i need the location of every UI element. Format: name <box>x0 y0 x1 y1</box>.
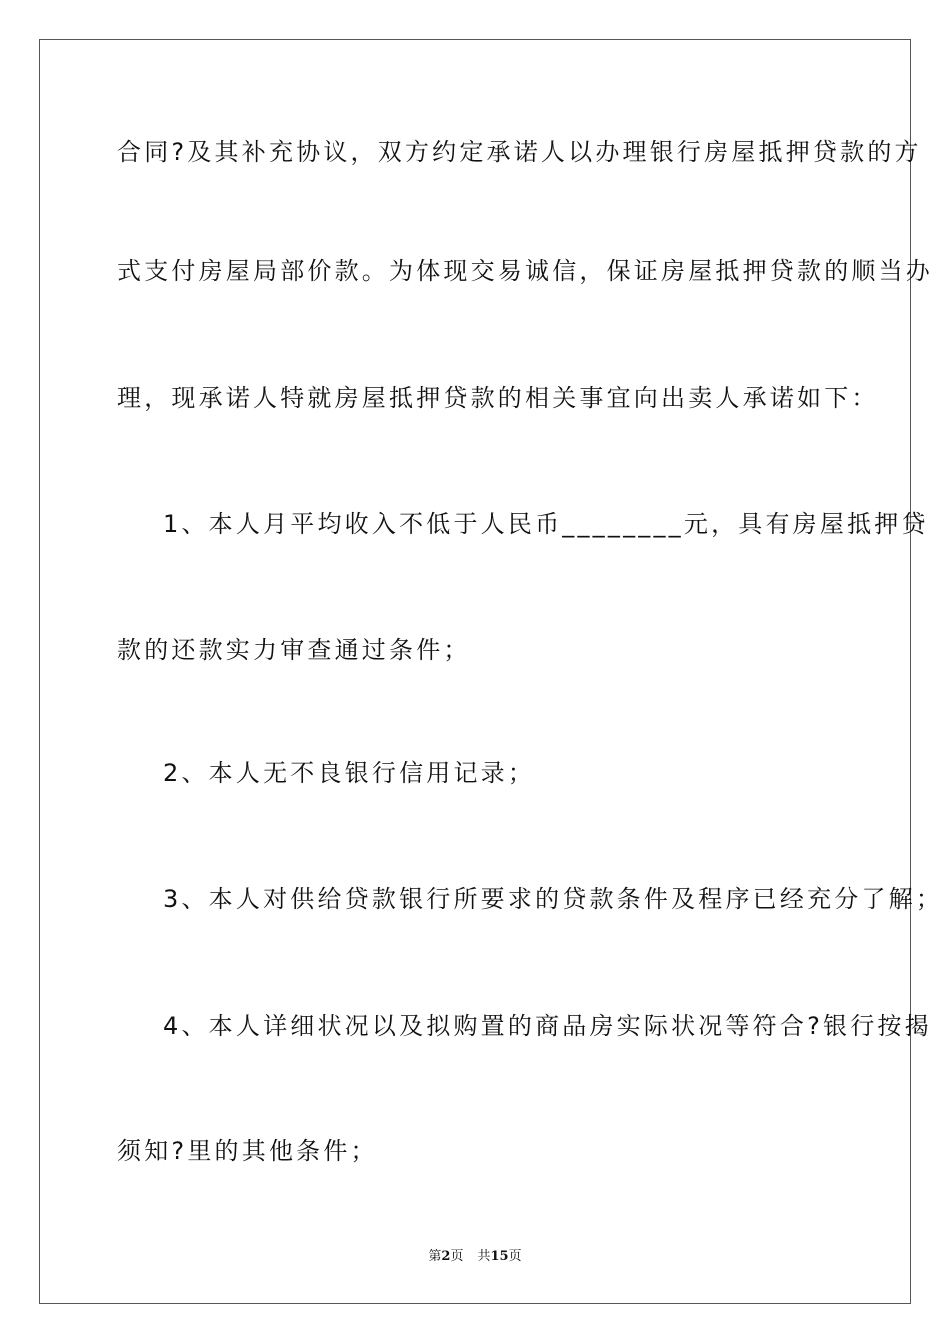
total-pages: 15 <box>490 1249 509 1264</box>
text-line-1: 合同?及其补充协议，双方约定承诺人以办理银行房屋抵押贷款的方 <box>117 138 922 166</box>
total-prefix: 共 <box>477 1249 491 1264</box>
text-line-5: 款的还款实力审查通过条件； <box>117 636 471 664</box>
text-line-6: 2、本人无不良银行信用记录； <box>163 759 536 787</box>
total-suffix: 页 <box>508 1249 522 1264</box>
text-line-3: 理，现承诺人特就房屋抵押贷款的相关事宜向出卖人承诺如下： <box>117 384 879 412</box>
text-line-8: 4、本人详细状况以及拟购置的商品房实际状况等符合?银行按揭 <box>163 1012 932 1040</box>
page-prefix: 第 <box>428 1249 442 1264</box>
text-line-9: 须知?里的其他条件； <box>117 1137 378 1165</box>
page-number: 2 <box>441 1249 451 1264</box>
text-line-4: 1、本人月平均收入不低于人民币________元，具有房屋抵押贷 <box>163 510 929 538</box>
text-line-7: 3、本人对供给贷款银行所要求的贷款条件及程序已经充分了解； <box>163 885 944 913</box>
page-footer <box>0 1249 950 1265</box>
page-suffix: 页 <box>450 1249 464 1264</box>
text-line-2: 式支付房屋局部价款。为体现交易诚信，保证房屋抵押贷款的顺当办 <box>117 257 933 285</box>
page-frame <box>39 39 944 1304</box>
